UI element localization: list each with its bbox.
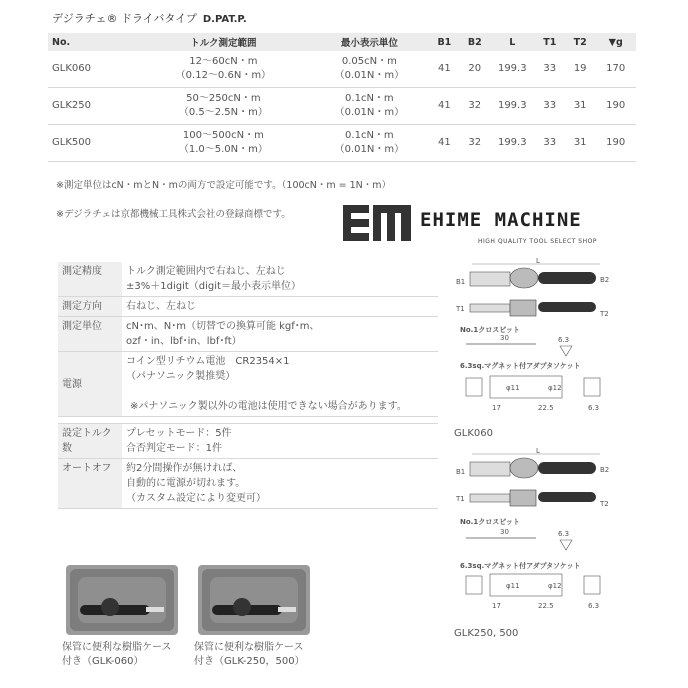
svg-text:6.3: 6.3 [588,602,600,610]
list-item [58,297,438,317]
cell-b1: 41 [429,88,459,125]
svg-text:6.3: 6.3 [558,530,570,538]
col-b1: B1 [429,33,459,51]
svg-text:φ11: φ11 [506,384,520,392]
cell-no: GLK250 [48,88,137,125]
cell-l: 199.3 [490,88,535,125]
svg-text:30: 30 [500,334,509,342]
cell-t1: 33 [535,51,565,88]
cell-b1: 41 [429,125,459,162]
feature-heading: オートオフ [58,459,122,509]
svg-text:L: L [536,447,540,455]
spec-header-row [48,33,636,51]
cell-unit: 0.05cN・m （0.01N・m） [310,51,430,88]
svg-text:L: L [536,257,540,265]
col-t1: T1 [535,33,565,51]
driver-diagram-glk060 [452,258,612,438]
list-item [58,352,438,417]
svg-text:22.5: 22.5 [538,404,554,412]
cell-range: 100～500cN・m （1.0～5.0N・m） [137,125,309,162]
col-t2: T2 [565,33,595,51]
col-range: トルク測定範囲 [137,33,309,51]
cell-unit: 0.1cN・m （0.01N・m） [310,88,430,125]
col-no: No. [48,33,137,51]
svg-text:B2: B2 [600,276,610,284]
svg-text:17: 17 [492,404,501,412]
svg-text:No.1クロスビット: No.1クロスビット [460,326,520,334]
cell-b2: 20 [460,51,490,88]
cell-b2: 32 [460,88,490,125]
cell-t2: 31 [565,88,595,125]
feature-heading: 設定トルク数 [58,424,122,459]
note-trademark: ※デジラチェは京都機械工具株式会社の登録商標です。 [56,209,291,220]
svg-text:6.3: 6.3 [588,404,600,412]
cell-b1: 41 [429,51,459,88]
svg-text:T2: T2 [600,310,609,318]
feature-value: プレセットモード：5件 合否判定モード：1件 [126,428,232,454]
feature-value: トルク測定範囲内で右ねじ、左ねじ ±3%＋1digit（digit＝最小表示単位） [126,266,301,292]
cell-unit: 0.1cN・m （0.01N・m） [310,125,430,162]
cell-t1: 33 [535,88,565,125]
svg-text:6.3sq.マグネット付アダプタソケット: 6.3sq.マグネット付アダプタソケット [460,562,581,570]
svg-text:No.1クロスビット: No.1クロスビット [460,518,520,526]
feature-table [58,262,438,509]
svg-text:GLK060: GLK060 [454,428,493,439]
page-title: デジラチェ® ドライバタイプ D.PAT.P. [52,12,247,25]
svg-text:φ12: φ12 [548,384,562,392]
svg-text:B1: B1 [456,278,466,286]
spec-table [48,33,636,162]
table-row [48,88,636,125]
svg-text:6.3sq.マグネット付アダプタソケット: 6.3sq.マグネット付アダプタソケット [460,362,581,370]
list-item [58,459,438,509]
svg-text:17: 17 [492,602,501,610]
cell-no: GLK500 [48,125,137,162]
feature-heading: 測定単位 [58,317,122,352]
feature-heading: 測定方向 [58,297,122,317]
feature-value: 約2分間操作が無ければ、 自動的に電源が切れます。 （カスタム設定により変更可） [126,463,266,504]
feature-value: cN･m、N･m（切替での換算可能 kgf･m、 ozf・in、lbf･in、lbf･ft） [126,321,320,347]
svg-text:30: 30 [500,528,509,536]
svg-text:T1: T1 [456,495,465,503]
cell-weight: 190 [595,125,636,162]
em-logo-icon [343,203,411,243]
cell-b2: 32 [460,125,490,162]
svg-text:6.3: 6.3 [558,336,570,344]
col-b2: B2 [460,33,490,51]
svg-text:B1: B1 [456,468,466,476]
cell-no: GLK060 [48,51,137,88]
cell-l: 199.3 [490,51,535,88]
brand-tagline: HIGH QUALITY TOOL SELECT SHOP [478,238,597,245]
driver-diagram-glk250-500 [452,447,612,640]
list-item [58,262,438,297]
col-min-unit: 最小表示単位 [310,33,430,51]
feature-heading: 電源 [58,352,122,417]
cell-range: 50～250cN・m （0.5～2.5N・m） [137,88,309,125]
table-row [48,51,636,88]
feature-value: 右ねじ、左ねじ [126,301,196,312]
svg-text:φ12: φ12 [548,582,562,590]
cell-weight: 170 [595,51,636,88]
cell-t2: 19 [565,51,595,88]
svg-text:T2: T2 [600,500,609,508]
svg-text:22.5: 22.5 [538,602,554,610]
col-l: L [490,33,535,51]
list-item [58,424,438,459]
svg-text:T1: T1 [456,305,465,313]
cell-t1: 33 [535,125,565,162]
photo-caption: 保管に便利な樹脂ケース 付き（GLK-250，500） [194,642,305,667]
col-weight: ▼g [595,33,636,51]
case-photo-glk060 [66,565,178,635]
feature-heading: 測定精度 [58,262,122,297]
photo-caption: 保管に便利な樹脂ケース 付き（GLK-060） [62,642,172,667]
svg-text:φ11: φ11 [506,582,520,590]
svg-text:GLK250, 500: GLK250, 500 [454,628,519,639]
cell-l: 199.3 [490,125,535,162]
note-units: ※測定単位はcN・mとN・mの両方で設定可能です。（100cN・m = 1N・m） [56,180,392,191]
cell-range: 12～60cN・m （0.12～0.6N・m） [137,51,309,88]
case-photo-glk250-500 [198,565,310,635]
cell-weight: 190 [595,88,636,125]
cell-t2: 31 [565,125,595,162]
brand-name: EHIME MACHINE [420,209,582,231]
svg-text:B2: B2 [600,466,610,474]
table-row [48,125,636,162]
feature-value: コイン型リチウム電池 CR2354×1 （パナソニック製推奨） ※パナソニック製以外の電池は使用できない場合があります。 [126,356,407,412]
list-item [58,317,438,352]
